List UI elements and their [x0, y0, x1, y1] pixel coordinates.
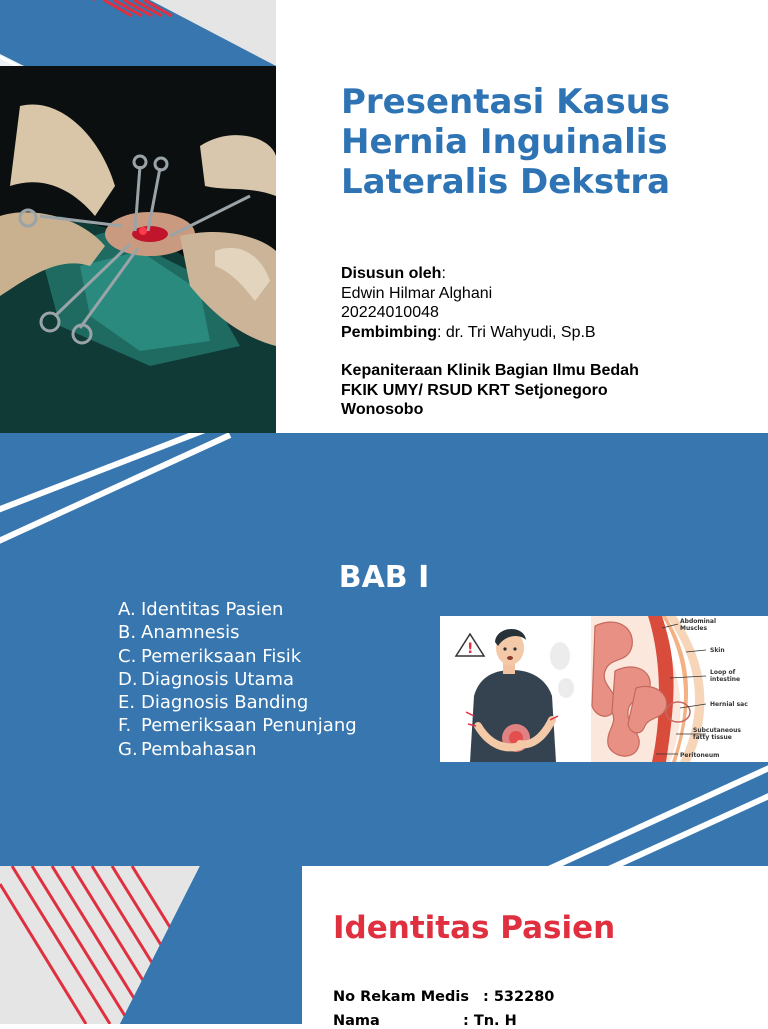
list-item [118, 738, 357, 761]
section-title: Identitas Pasien [333, 910, 616, 946]
field-value: : 532280 [483, 989, 555, 1005]
list-item [118, 645, 357, 668]
compiled-by-line [341, 264, 761, 284]
anatomy-label: Subcutaneous [693, 727, 741, 734]
supervisor-line [341, 323, 761, 343]
list-label: Anamnesis [141, 622, 240, 644]
surgery-illustration [0, 66, 276, 433]
anatomy-label: Muscles [680, 625, 708, 632]
anatomy-diagram [591, 616, 768, 762]
surgery-photo [0, 66, 276, 433]
list-item [118, 668, 357, 691]
list-label: Pembahasan [141, 738, 257, 760]
stripe-panel [0, 866, 302, 1024]
list-item [118, 598, 357, 621]
list-marker: B. [118, 622, 137, 644]
chapter-title: BAB I [338, 560, 430, 595]
list-label: Pemeriksaan Penunjang [141, 715, 357, 737]
hernia-diagram [440, 616, 768, 762]
patient-field-row [333, 1013, 517, 1029]
list-marker: G. [118, 738, 138, 760]
patient-field-row [333, 989, 554, 1005]
list-item [118, 714, 357, 737]
list-marker: E. [118, 692, 136, 714]
institution-line: Wonosobo [341, 401, 424, 418]
title-line: Presentasi Kasus [341, 82, 671, 122]
institution-line: FKIK UMY/ RSUD KRT Setjonegoro [341, 381, 608, 399]
chapter-outline [118, 598, 357, 761]
stripe-decoration [0, 0, 276, 66]
field-value: : Tn. H [463, 1013, 517, 1029]
list-marker: A. [118, 599, 136, 620]
anatomy-label: fatty tissue [693, 734, 732, 741]
list-marker: C. [118, 645, 137, 667]
list-label: Identitas Pasien [141, 599, 284, 620]
list-item [118, 621, 357, 644]
supervisor-label: Pembimbing [341, 323, 438, 341]
presentation-title [341, 82, 751, 202]
anatomy-label: Loop of [710, 669, 736, 676]
stripe-decoration [0, 866, 302, 1024]
corner-decoration [0, 0, 276, 66]
title-line: Lateralis Dekstra [341, 162, 671, 202]
field-label: Nama [333, 1013, 380, 1029]
svg-text:!: ! [467, 641, 474, 657]
list-label: Diagnosis Utama [141, 668, 295, 690]
compiled-by-label: Disusun oleh [341, 265, 442, 282]
list-marker: F. [118, 715, 132, 737]
anatomy-label: Hernial sac [710, 701, 748, 708]
anatomy-label: Skin [710, 647, 725, 654]
student-id: 20224010048 [341, 304, 439, 321]
title-line: Hernia Inguinalis [341, 122, 668, 162]
slide-title [0, 0, 768, 433]
list-label: Pemeriksaan Fisik [141, 645, 302, 667]
list-item [118, 691, 357, 714]
compiled-by-colon: : [441, 265, 446, 282]
author-name: Edwin Hilmar Alghani [341, 284, 493, 302]
list-marker: D. [118, 668, 138, 690]
author-info [341, 264, 761, 420]
institution-line: Kepaniteraan Klinik Bagian Ilmu Bedah [341, 362, 639, 379]
supervisor-value: : dr. Tri Wahyudi, Sp.B [437, 323, 596, 341]
anatomy-label: Peritoneum [680, 752, 720, 759]
anatomy-label: Abdominal [680, 618, 717, 625]
hernia-illustration [440, 616, 768, 762]
list-label: Diagnosis Banding [141, 692, 309, 714]
anatomy-label: intestine [710, 676, 741, 683]
field-label: No Rekam Medis [333, 989, 469, 1005]
